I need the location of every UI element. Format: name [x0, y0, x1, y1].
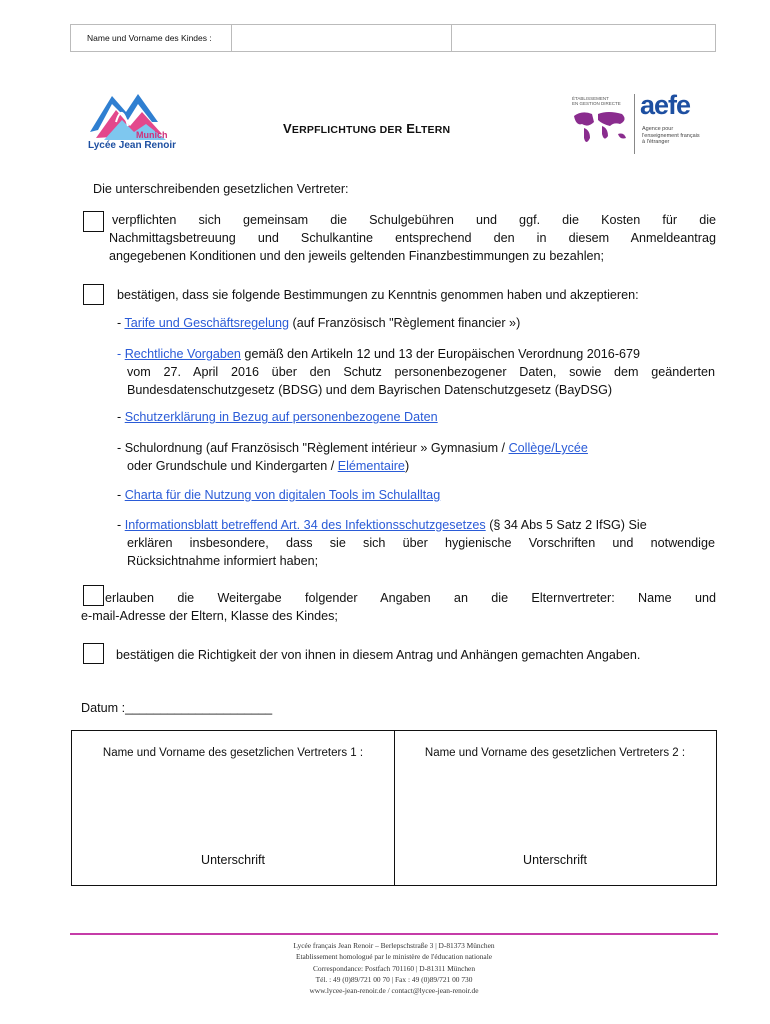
link-privacy[interactable]: Schutzerklärung in Bezug auf personenbezogene Daten	[124, 410, 438, 424]
footer-accreditation: Etablissement homologué par le ministère de l'éducation nationale	[295, 952, 493, 961]
rule-infection-protection: - Informationsblatt betreffend Art. 34 des Infektionsschutzgesetzes (§ 34 Abs 5 Satz 2 IfSG) Sie erklären insbesondere, dass sie sich über hygienische Vorschriften und notwendige Rücksichtnahme informiert haben;	[117, 518, 715, 568]
checkbox-accuracy[interactable]	[83, 643, 104, 664]
date-field[interactable]: Datum :_____________________	[81, 701, 273, 715]
school-logo	[82, 82, 192, 154]
child-name-field-1[interactable]	[231, 25, 452, 51]
child-name-label-cell	[71, 25, 232, 51]
rep1-signature-label: Unterschrift	[201, 853, 265, 867]
child-name-box	[70, 24, 716, 52]
item-accuracy: bestätigen die Richtigkeit der von ihnen in diesem Antrag und Anhängen gemachten Angaben.	[116, 648, 641, 662]
rule-digital-charter: - Charta für die Nutzung von digitalen Tools im Schulalltag	[117, 488, 441, 502]
link-legal[interactable]: Rechtliche Vorgaben	[124, 347, 241, 361]
footer-phone: Tél. : 49 (0)89/721 00 70 | Fax : 49 (0)89/721 00 730	[315, 975, 473, 984]
aefe-badge-line2: EN GESTION DIRECTE	[572, 101, 621, 106]
item-payment-commitment: verpflichten sich gemeinsam die Schulgebühren und ggf. die Kosten für die Nachmittagsbetreuung und Schulkantine entsprechend den in diesem Anmeldeantrag angegebenen Konditionen und den jeweils geltenden Finanzbestimmungen zu bezahlen;	[109, 213, 716, 263]
aefe-divider	[634, 94, 635, 154]
aefe-tagline-1: Agence pour	[642, 126, 674, 132]
aefe-tagline-3: à l'étranger	[642, 139, 670, 145]
checkbox-payment-commitment[interactable]	[83, 211, 104, 232]
rep2-label: Name und Vorname des gesetzlichen Vertreters 2 :	[424, 747, 686, 759]
rule-privacy: - Schutzerklärung in Bezug auf personenbezogene Daten	[117, 410, 438, 424]
link-college-lycee[interactable]: Collège/Lycée	[508, 441, 588, 455]
child-name-label: Name und Vorname des Kindes :	[87, 33, 212, 43]
intro-text: Die unterschreibenden gesetzlichen Vertreter:	[93, 182, 349, 196]
footer-postal: Correspondance: Postfach 701160 | D-81311 München	[312, 964, 476, 973]
child-name-divider	[451, 25, 452, 51]
checkbox-rules-acknowledged[interactable]	[83, 284, 104, 305]
world-map-icon	[570, 108, 632, 148]
aefe-wordmark: aefe	[640, 90, 691, 120]
item-rules-acknowledged: bestätigen, dass sie folgende Bestimmungen zu Kenntnis genommen haben und akzeptieren:	[117, 288, 639, 302]
aefe-logo	[566, 92, 716, 158]
footer-divider	[70, 933, 718, 935]
rule-school-rules: - Schulordnung (auf Französisch "Règlement intérieur » Gymnasium / Collège/Lycée oder Grundschule und Kindergarten / Elémentaire)	[117, 441, 588, 473]
school-city: Munich	[136, 130, 168, 140]
rep1-label: Name und Vorname des gesetzlichen Vertreters 1 :	[102, 747, 364, 759]
footer-address: Lycée français Jean Renoir – Berlepschstraße 3 | D-81373 München	[293, 941, 495, 950]
item-data-sharing: erlauben die Weitergabe folgender Angaben an die Elternvertreter: Name und e-mail-Adresse der Eltern, Klasse des Kindes;	[81, 591, 716, 623]
link-elementaire[interactable]: Elémentaire	[337, 459, 405, 473]
signature-table	[71, 730, 717, 886]
rep2-signature-label: Unterschrift	[523, 853, 587, 867]
page-title: VERPFLICHTUNG DER ELTERN	[283, 121, 451, 136]
school-name: Lycée Jean Renoir	[88, 140, 177, 151]
link-infection-protection[interactable]: Informationsblatt betreffend Art. 34 des Infektionsschutzgesetzes	[124, 518, 486, 532]
link-digital-charter[interactable]: Charta für die Nutzung von digitalen Tools im Schulalltag	[124, 488, 441, 502]
rule-legal: - Rechtliche Vorgaben gemäß den Artikeln 12 und 13 der Europäischen Verordnung 2016-679 vom 27. April 2016 über den Schutz personenbezogener Daten, sowie dem geänderten Bundesdatenschutzgesetz (BDSG) und dem Bayrischen Datenschutzgesetz (BayDSG)	[117, 347, 715, 397]
link-tariffs[interactable]: Tarife und Geschäftsregelung	[124, 316, 289, 330]
rule-tariffs: - Tarife und Geschäftsregelung (auf Französisch "Règlement financier »)	[117, 316, 521, 330]
aefe-tagline-2: l'enseignement français	[642, 132, 700, 139]
rep2-signature-area[interactable]	[394, 771, 716, 851]
checkbox-data-sharing[interactable]	[83, 585, 104, 606]
rep1-signature-area[interactable]	[72, 771, 394, 851]
footer-web[interactable]: www.lycee-jean-renoir.de / contact@lycee-jean-renoir.de	[309, 986, 479, 995]
aefe-badge-line1: ÉTABLISSEMENT	[572, 96, 609, 101]
